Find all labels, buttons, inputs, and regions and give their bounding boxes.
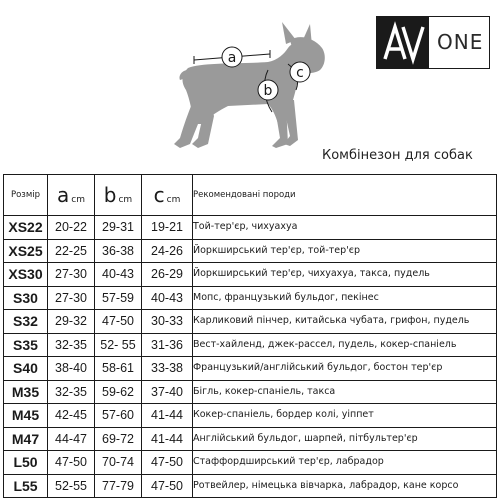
brand-logo-mark (377, 17, 429, 68)
cell-breeds: Бігль, кокер-спаніель, такса (193, 380, 497, 404)
table-row (4, 216, 497, 240)
cell-a: 32-35 (48, 333, 95, 357)
av-monogram-icon (377, 17, 429, 68)
cell-size: M47 (4, 427, 48, 451)
cell-c: 24-26 (142, 239, 193, 263)
cell-breeds: Стаффордширський тер'єр, лабрадор (193, 451, 497, 475)
cell-size: M35 (4, 380, 48, 404)
cell-c: 37-40 (142, 380, 193, 404)
cell-size: M45 (4, 404, 48, 428)
cell-c: 31-36 (142, 333, 193, 357)
cell-size: S30 (4, 286, 48, 310)
cell-a: 47-50 (48, 451, 95, 475)
cell-b: 69-72 (95, 427, 142, 451)
cell-size: XS25 (4, 239, 48, 263)
header-size: Розмір (4, 175, 48, 216)
cell-breeds: Карликовий пінчер, китайська чубата, грифон, пудель (193, 310, 497, 334)
cell-c: 30-33 (142, 310, 193, 334)
table-row (4, 286, 497, 310)
cell-b: 52- 55 (95, 333, 142, 357)
cell-size: S32 (4, 310, 48, 334)
cell-c: 41-44 (142, 427, 193, 451)
cell-c: 26-29 (142, 263, 193, 287)
header-a: a cm (48, 175, 95, 216)
cell-a: 44-47 (48, 427, 95, 451)
table-row (4, 427, 497, 451)
header-b: b cm (95, 175, 142, 216)
cell-a: 38-40 (48, 357, 95, 381)
cell-breeds: Той-тер'єр, чихуахуа (193, 216, 497, 240)
cell-c: 41-44 (142, 404, 193, 428)
cell-size: S35 (4, 333, 48, 357)
cell-size: L55 (4, 474, 48, 498)
cell-c: 47-50 (142, 474, 193, 498)
cell-a: 29-32 (48, 310, 95, 334)
cell-a: 52-55 (48, 474, 95, 498)
cell-a: 20-22 (48, 216, 95, 240)
marker-b-label: b (263, 83, 273, 99)
table-row (4, 451, 497, 475)
cell-size: S40 (4, 357, 48, 381)
size-chart-table (3, 174, 497, 498)
table-row (4, 357, 497, 381)
cell-c: 40-43 (142, 286, 193, 310)
cell-b: 57-59 (95, 286, 142, 310)
table-row (4, 310, 497, 334)
cell-size: L50 (4, 451, 48, 475)
table-row (4, 404, 497, 428)
cell-breeds: Ротвейлер, німецька вівчарка, лабрадор, кане корсо (193, 474, 497, 498)
cell-breeds: Французький/англійський бульдог, бостон тер'єр (193, 357, 497, 381)
cell-b: 36-38 (95, 239, 142, 263)
cell-breeds: Англійський бульдог, шарпей, пітбультер'єр (193, 427, 497, 451)
cell-breeds: Кокер-спаніель, бордер колі, уіппет (193, 404, 497, 428)
table-row (4, 474, 497, 498)
cell-b: 57-60 (95, 404, 142, 428)
cell-breeds: Йоркширський тер'єр, той-тер'єр (193, 239, 497, 263)
dog-measurement-diagram (150, 20, 340, 160)
cell-breeds: Мопс, французький бульдог, пекінес (193, 286, 497, 310)
header-breeds: Рекомендовані породи (193, 175, 497, 216)
cell-b: 29-31 (95, 216, 142, 240)
cell-breeds: Вест-хайленд, джек-рассел, пудель, кокер-спаніель (193, 333, 497, 357)
cell-a: 27-30 (48, 263, 95, 287)
cell-breeds: Йоркширський тер'єр, чихуахуа, такса, пудель (193, 263, 497, 287)
cell-a: 27-30 (48, 286, 95, 310)
cell-b: 59-62 (95, 380, 142, 404)
cell-c: 47-50 (142, 451, 193, 475)
table-row (4, 263, 497, 287)
marker-c-label: c (296, 65, 304, 81)
cell-c: 19-21 (142, 216, 193, 240)
product-subtitle: Комбінезон для собак (322, 148, 473, 163)
cell-b: 47-50 (95, 310, 142, 334)
cell-b: 77-79 (95, 474, 142, 498)
brand-logo (376, 16, 490, 69)
dog-silhouette (174, 22, 325, 148)
cell-b: 58-61 (95, 357, 142, 381)
cell-a: 32-35 (48, 380, 95, 404)
marker-a-label: a (227, 50, 237, 66)
table-row (4, 380, 497, 404)
cell-b: 40-43 (95, 263, 142, 287)
cell-size: XS30 (4, 263, 48, 287)
cell-c: 33-38 (142, 357, 193, 381)
brand-logo-text: ONE (437, 30, 484, 54)
cell-size: XS22 (4, 216, 48, 240)
size-chart-header-row (4, 175, 497, 216)
cell-a: 42-45 (48, 404, 95, 428)
table-row (4, 333, 497, 357)
header-c: c cm (142, 175, 193, 216)
cell-a: 22-25 (48, 239, 95, 263)
table-row (4, 239, 497, 263)
cell-b: 70-74 (95, 451, 142, 475)
